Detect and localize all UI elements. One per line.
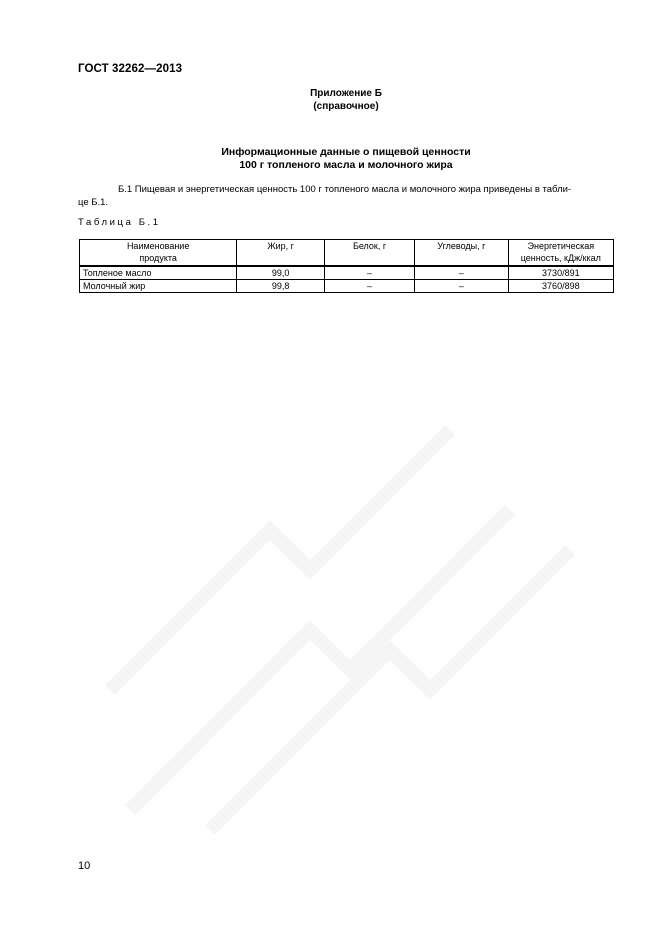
header-energy [508,240,613,267]
nutrition-table [79,239,614,293]
header-product-name-line1: Наименование [126,241,190,251]
section-title-line2: 100 г топленого масла и молочного жира [239,159,453,171]
paragraph-line1: Б.1 Пищевая и энергетическая ценность 100 г топленого масла и молочного жира приведены в табли- [118,184,572,195]
document-header: ГОСТ 32262—2013 [78,63,183,75]
page-number: 10 [78,860,91,872]
watermark-pattern [90,330,610,850]
table-caption: Таблица Б.1 [78,217,161,228]
cell-carbohydrates: – [415,280,509,293]
header-fat [237,240,325,267]
header-carbohydrates [415,240,509,267]
header-energy-line2: ценность, кДж/ккал [520,253,601,263]
header-energy-line1: Энергетическая [527,241,595,251]
cell-product-name: Топленое масло [80,266,237,280]
table-header-row [80,240,614,267]
cell-protein: – [325,280,415,293]
cell-product-name: Молочный жир [80,280,237,293]
appendix-title: Приложение Б [310,88,382,99]
cell-fat: 99,0 [237,266,325,280]
header-product-name-line2: продукта [139,253,177,263]
cell-carbohydrates: – [415,266,509,280]
cell-energy: 3730/891 [508,266,613,280]
cell-fat: 99,8 [237,280,325,293]
section-title-line1: Информационные данные о пищевой ценности [221,146,471,158]
header-fat-label: Жир, г [267,241,294,251]
header-carbohydrates-label: Углеводы, г [437,241,486,251]
appendix-type: (справочное) [313,101,379,112]
table-row [80,280,614,293]
header-product-name [80,240,237,267]
cell-protein: – [325,266,415,280]
cell-energy: 3760/898 [508,280,613,293]
paragraph-line2: це Б.1. [78,197,109,208]
header-protein [325,240,415,267]
table-row [80,266,614,280]
header-protein-label: Белок, г [352,241,387,251]
